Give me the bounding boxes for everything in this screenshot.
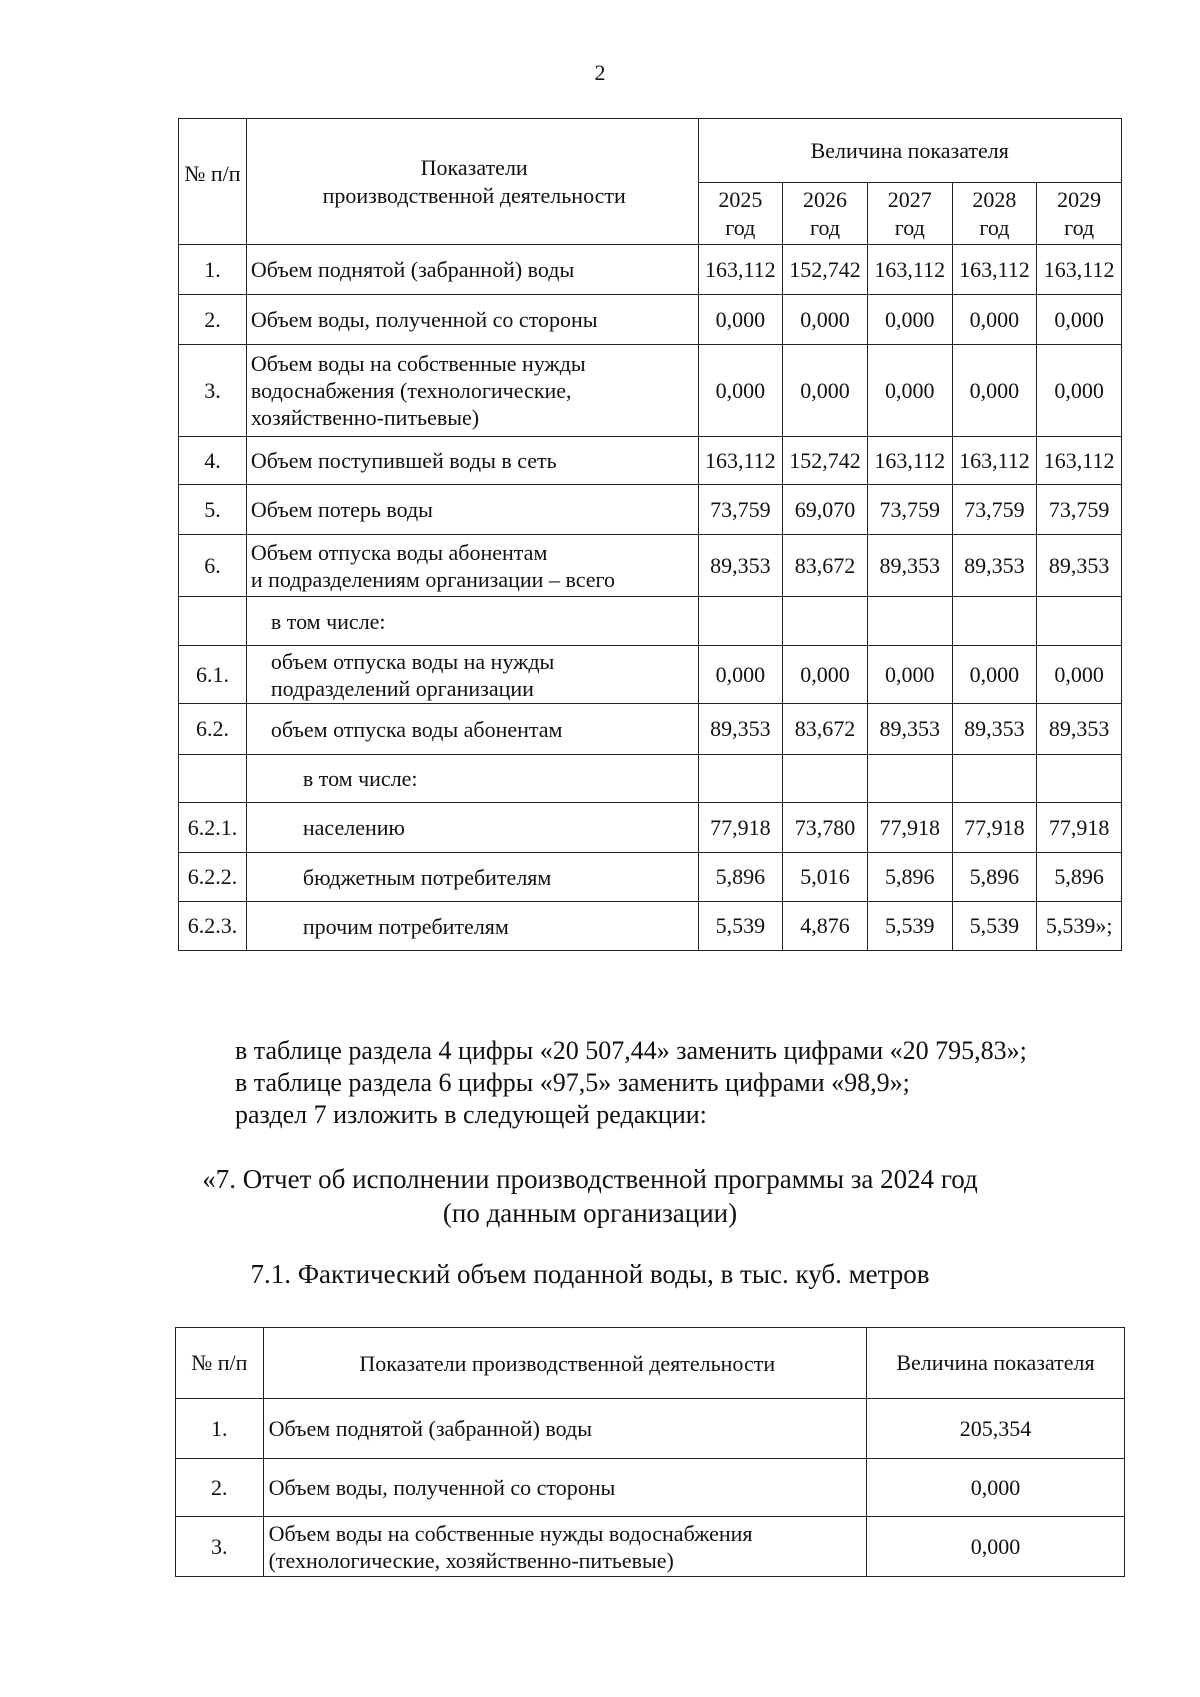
row-value: 83,672 [783, 704, 868, 755]
actual-water-volume-table [175, 1327, 1125, 1577]
row-label: Объем воды, полученной со стороны [263, 1459, 866, 1517]
row-value: 0,000 [952, 646, 1037, 704]
row-value: 163,112 [952, 245, 1037, 295]
row-number [179, 755, 247, 803]
row-number [179, 597, 247, 646]
row-value: 89,353 [867, 535, 952, 597]
paragraph: раздел 7 изложить в следующей редакции: [235, 1100, 707, 1129]
row-value: 77,918 [867, 803, 952, 853]
row-number: 6. [179, 535, 247, 597]
row-value [1037, 755, 1122, 803]
row-value: 89,353 [1037, 535, 1122, 597]
row-value: 0,000 [698, 646, 783, 704]
table-row [176, 1459, 1125, 1517]
row-value: 163,112 [698, 245, 783, 295]
page-number: 2 [594, 60, 606, 85]
row-number: 6.1. [179, 646, 247, 704]
row-value: 73,759 [867, 485, 952, 535]
section-7-title: «7. Отчет об исполнении производственной программы за 2024 год (по данным организации) [202, 1164, 978, 1228]
row-value: 73,759 [1037, 485, 1122, 535]
row-value: 163,112 [867, 245, 952, 295]
row-value: 5,896 [1037, 853, 1122, 902]
row-number: 4. [179, 437, 247, 485]
table-row [179, 345, 1122, 437]
row-value: 89,353 [698, 535, 783, 597]
row-number: 2. [176, 1459, 264, 1517]
table-row [179, 597, 1122, 646]
column-header-year: 2027 год [867, 183, 952, 245]
row-value: 163,112 [1037, 437, 1122, 485]
row-value [867, 597, 952, 646]
row-value: 73,780 [783, 803, 868, 853]
row-value: 163,112 [698, 437, 783, 485]
table-row [179, 295, 1122, 345]
row-value: 5,539 [952, 902, 1037, 951]
row-number: 3. [179, 345, 247, 437]
row-value: 89,353 [698, 704, 783, 755]
table-row [179, 535, 1122, 597]
table-row [179, 245, 1122, 295]
row-value: 5,016 [783, 853, 868, 902]
row-value: 152,742 [783, 245, 868, 295]
row-value: 0,000 [783, 295, 868, 345]
row-value: 5,539 [698, 902, 783, 951]
row-value: 152,742 [783, 437, 868, 485]
row-value [698, 755, 783, 803]
row-value: 69,070 [783, 485, 868, 535]
row-value: 0,000 [867, 295, 952, 345]
row-label: бюджетным потребителям [246, 853, 698, 902]
table-row [179, 704, 1122, 755]
row-number: 1. [179, 245, 247, 295]
table-row [179, 646, 1122, 704]
row-value: 163,112 [952, 437, 1037, 485]
row-value: 5,539»; [1037, 902, 1122, 951]
row-label: Объем поступившей воды в сеть [246, 437, 698, 485]
row-value: 5,539 [867, 902, 952, 951]
row-value: 5,896 [952, 853, 1037, 902]
row-label: объем отпуска воды на нужды подразделений организации [246, 646, 698, 704]
production-indicators-table [178, 118, 1122, 951]
amendment-text [235, 1035, 1135, 1131]
table-row [176, 1517, 1125, 1577]
row-label: Объем воды, полученной со стороны [246, 295, 698, 345]
row-value: 163,112 [867, 437, 952, 485]
row-value: 89,353 [867, 704, 952, 755]
row-value: 89,353 [1037, 704, 1122, 755]
row-label: в том числе: [246, 755, 698, 803]
column-header-indicators: Показатели производственной деятельности [246, 119, 698, 245]
row-value: 89,353 [952, 535, 1037, 597]
row-number: 2. [179, 295, 247, 345]
row-value: 77,918 [1037, 803, 1122, 853]
table-row [179, 803, 1122, 853]
row-value: 5,896 [698, 853, 783, 902]
column-header-year: 2029 год [1037, 183, 1122, 245]
paragraph: в таблице раздела 4 цифры «20 507,44» заменить цифрами «20 795,83»; [235, 1036, 1027, 1065]
row-value [783, 597, 868, 646]
row-label: объем отпуска воды абонентам [246, 704, 698, 755]
row-value: 0,000 [952, 345, 1037, 437]
row-label: Объем воды на собственные нужды водоснабжения (технологические, хозяйственно-питьевые) [246, 345, 698, 437]
row-number: 6.2.2. [179, 853, 247, 902]
row-value: 0,000 [867, 646, 952, 704]
row-label: Объем отпуска воды абонентам и подразделениям организации – всего [246, 535, 698, 597]
row-number: 6.2.1. [179, 803, 247, 853]
table-row [179, 902, 1122, 951]
row-value: 205,354 [866, 1399, 1124, 1459]
table-row [179, 755, 1122, 803]
column-header-number: № п/п [176, 1328, 264, 1399]
row-value: 73,759 [698, 485, 783, 535]
row-value: 0,000 [698, 345, 783, 437]
paragraph: в таблице раздела 6 цифры «97,5» заменить цифрами «98,9»; [235, 1068, 910, 1097]
row-value: 0,000 [867, 345, 952, 437]
row-value: 4,876 [783, 902, 868, 951]
row-value: 0,000 [866, 1459, 1124, 1517]
row-value: 89,353 [952, 704, 1037, 755]
row-label: населению [246, 803, 698, 853]
row-number: 3. [176, 1517, 264, 1577]
column-header-value-group: Величина показателя [698, 119, 1122, 183]
row-value: 163,112 [1037, 245, 1122, 295]
row-value: 77,918 [952, 803, 1037, 853]
table-row [176, 1399, 1125, 1459]
row-value: 0,000 [1037, 345, 1122, 437]
section-7-1-subtitle: 7.1. Фактический объем поданной воды, в тыс. куб. метров [250, 1259, 930, 1289]
row-label: в том числе: [246, 597, 698, 646]
column-header-indicators: Показатели производственной деятельности [263, 1328, 866, 1399]
row-number: 5. [179, 485, 247, 535]
row-value: 0,000 [783, 345, 868, 437]
row-value: 0,000 [698, 295, 783, 345]
row-label: Объем поднятой (забранной) воды [246, 245, 698, 295]
table-row [179, 853, 1122, 902]
row-number: 1. [176, 1399, 264, 1459]
row-label: прочим потребителям [246, 902, 698, 951]
row-value [867, 755, 952, 803]
row-value [952, 755, 1037, 803]
row-value [783, 755, 868, 803]
row-number: 6.2.3. [179, 902, 247, 951]
row-value: 73,759 [952, 485, 1037, 535]
row-number: 6.2. [179, 704, 247, 755]
row-value: 77,918 [698, 803, 783, 853]
column-header-year: 2025 год [698, 183, 783, 245]
row-value: 0,000 [1037, 646, 1122, 704]
row-value [1037, 597, 1122, 646]
table-row [179, 437, 1122, 485]
row-value: 0,000 [866, 1517, 1124, 1577]
row-label: Объем потерь воды [246, 485, 698, 535]
row-value [952, 597, 1037, 646]
table-row [179, 485, 1122, 535]
row-value [698, 597, 783, 646]
column-header-year: 2026 год [783, 183, 868, 245]
column-header-number: № п/п [179, 119, 247, 245]
row-label: Объем воды на собственные нужды водоснабжения (технологические, хозяйственно-питьевые) [263, 1517, 866, 1577]
column-header-value: Величина показателя [866, 1328, 1124, 1399]
row-value: 0,000 [783, 646, 868, 704]
row-label: Объем поднятой (забранной) воды [263, 1399, 866, 1459]
row-value: 83,672 [783, 535, 868, 597]
column-header-year: 2028 год [952, 183, 1037, 245]
row-value: 0,000 [1037, 295, 1122, 345]
row-value: 5,896 [867, 853, 952, 902]
row-value: 0,000 [952, 295, 1037, 345]
